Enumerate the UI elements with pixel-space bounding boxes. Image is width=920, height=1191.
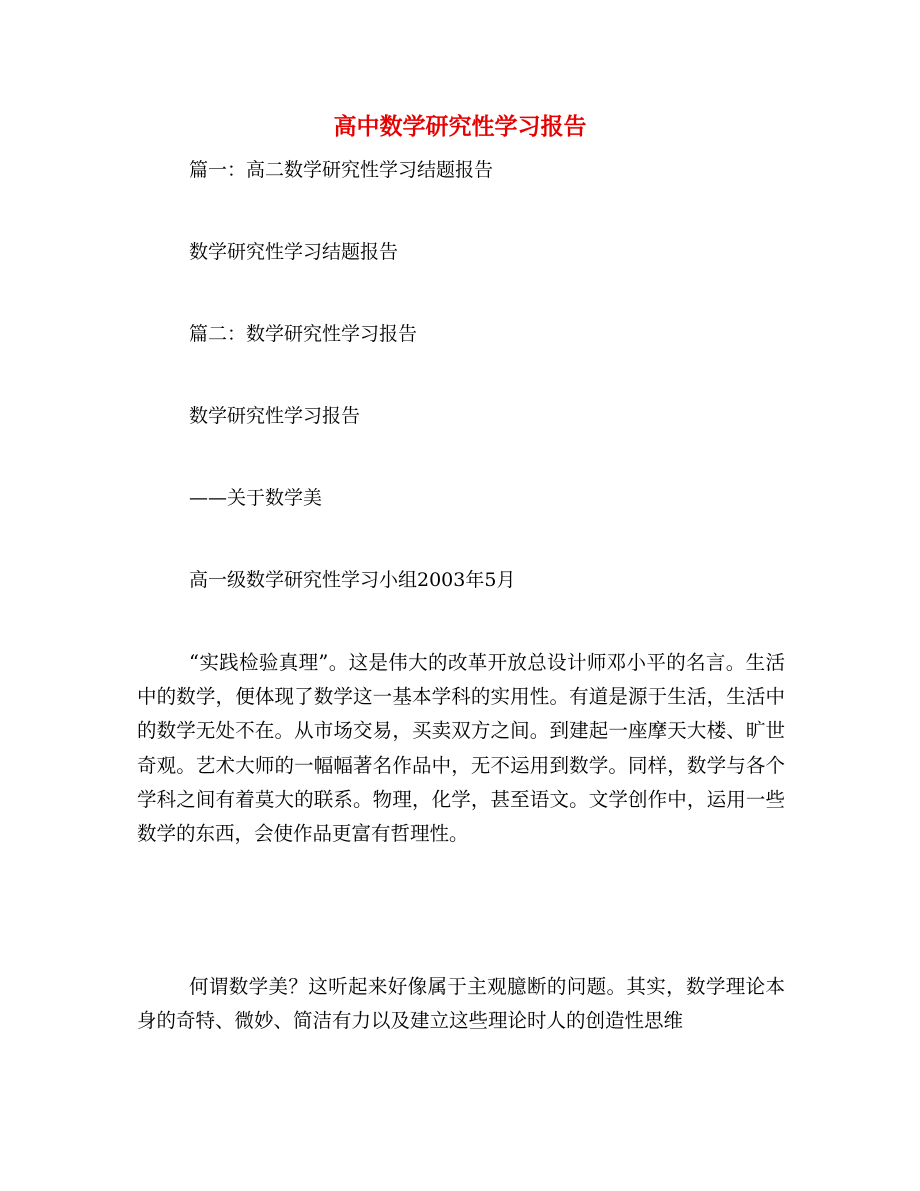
author-date-line: 高一级数学研究性学习小组2003年5月	[189, 569, 516, 591]
subheading-1: 数学研究性学习结题报告	[189, 241, 399, 263]
document-title: 高中数学研究性学习报告	[333, 113, 587, 140]
body-paragraph-2: 何谓数学美？这听起来好像属于主观臆断的问题。其实，数学理论本身的奇特、微妙、简洁有力以及建立这些理论时人的创造性思维	[137, 975, 785, 1033]
section-heading-2: 篇二：数学研究性学习报告	[189, 323, 418, 345]
section-heading-1: 篇一：高二数学研究性学习结题报告	[189, 159, 494, 181]
subtitle-line: ——关于数学美	[189, 487, 323, 509]
body-paragraph-1: “实践检验真理”。这是伟大的改革开放总设计师邓小平的名言。生活中的数学，便体现了数学这一基本学科的实用性。有道是源于生活，生活中的数学无处不在。从市场交易，买卖双方之间。到建起一座摩天大楼、旷世奇观。艺术大师的一幅幅著名作品中，无不运用到数学。同样，数学与各个学科之间有着莫大的联系。物理，化学，甚至语文。文学创作中，运用一些数学的东西，会使作品更富有哲理性。	[137, 651, 785, 846]
subheading-2: 数学研究性学习报告	[189, 405, 361, 427]
